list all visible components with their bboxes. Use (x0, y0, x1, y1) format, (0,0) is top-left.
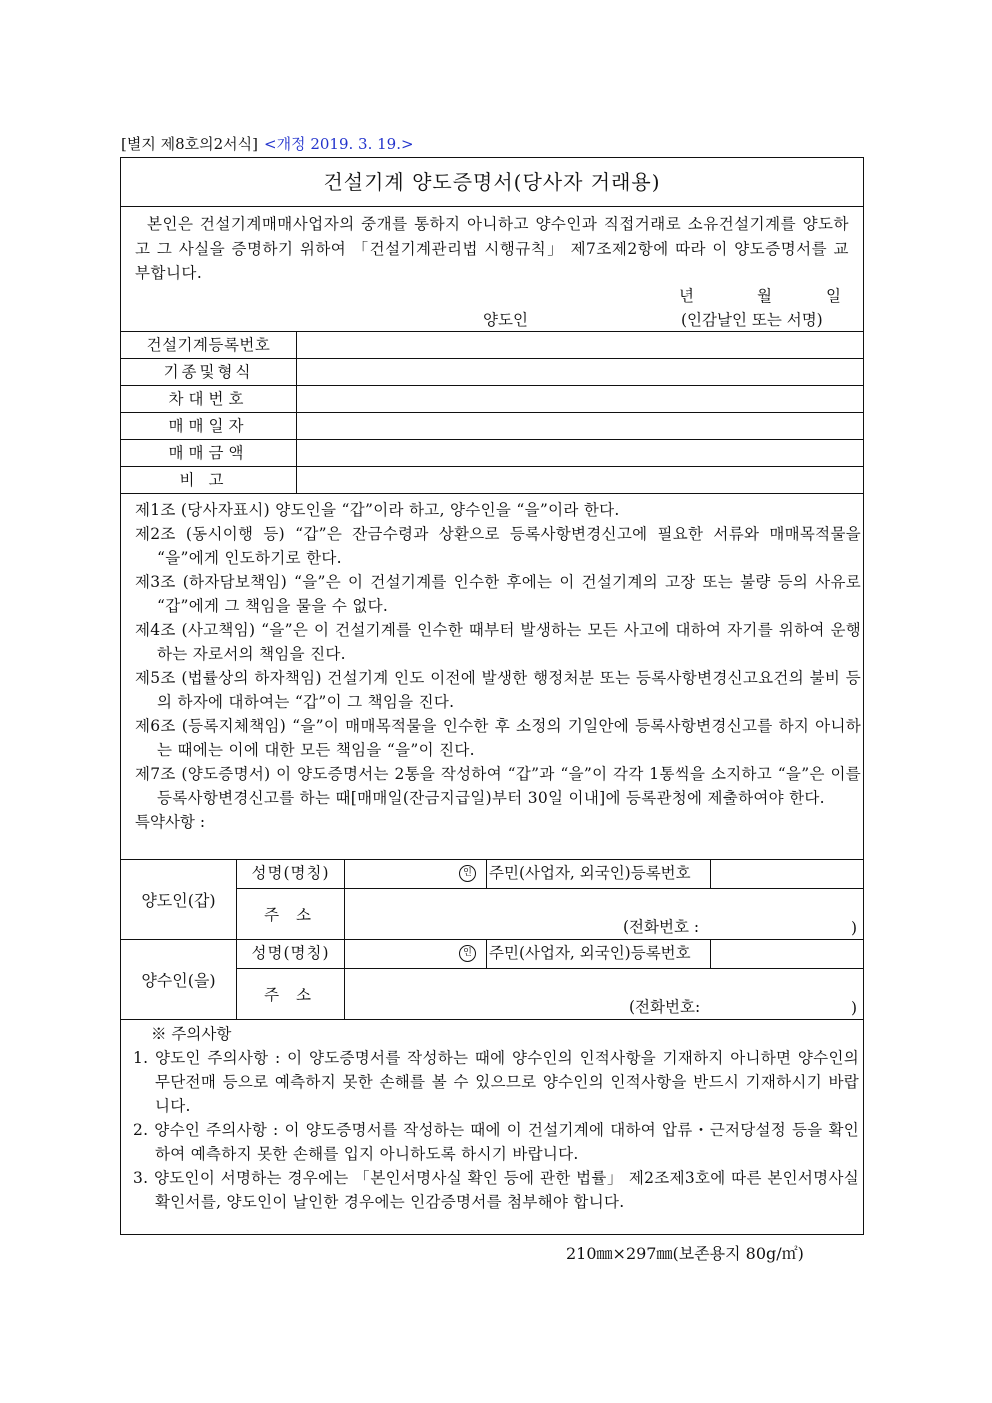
field-row-model (121, 359, 863, 386)
buyer-address-field[interactable] (345, 968, 863, 1019)
field-label: 차대번호 (121, 386, 297, 412)
seller-address-row (237, 888, 863, 939)
field-label: 비고 (121, 467, 297, 493)
intro-statement: 본인은 건설기계매매사업자의 중개를 통하지 아니하고 양수인과 직접거래로 소유건설기계를 양도하고 그 사실을 증명하기 위하여 「건설기계관리법 시행규칙」 제7조제2항에 따라 이 양도증명서를 교부합니다. (135, 215, 849, 282)
contract-clauses (135, 498, 861, 834)
sale-date-field[interactable] (297, 413, 863, 439)
seller-address-label: 주 소 (237, 888, 345, 939)
seller-address-field[interactable] (345, 888, 863, 939)
note-item: 1. 양도인 주의사항 : 이 양도증명서를 작성하는 때에 양수인의 인적사항을 기재하지 아니하면 양수인의 무단전매 등으로 예측하지 못한 손해를 볼 수 있으므로 양수인의 인적사항을 반드시 기재하시기 바랍니다. (133, 1049, 859, 1115)
field-row-chassis (121, 386, 863, 413)
field-label: 매매일자 (121, 413, 297, 439)
signature-label: 양도인 (483, 311, 528, 329)
seller-phone-label: (전화번호 : (623, 918, 700, 936)
form-number: [별지 제8호의2서식] (121, 135, 258, 153)
buyer-name-row (237, 940, 863, 969)
field-label: 건설기계등록번호 (121, 332, 297, 358)
note-item: 2. 양수인 주의사항 : 이 양도증명서를 작성하는 때에 이 건설기계에 대하여 압류・근저당설정 등을 확인하여 예측하지 못한 손해를 입지 아니하도록 하시기 바랍니다. (133, 1121, 859, 1163)
seller-section (121, 859, 863, 939)
seal-icon: 인 (459, 945, 476, 962)
buyer-phone-close: ) (850, 999, 857, 1017)
seller-label: 양도인(갑) (121, 860, 237, 939)
buyer-id-label: 주민(사업자, 외국인)등록번호 (487, 940, 711, 968)
clause-1: 제1조 (당사자표시) 양도인을 “갑”이라 하고, 양수인을 “을”이라 한다. (135, 501, 620, 519)
buyer-label: 양수인(을) (121, 940, 237, 1019)
field-row-registration (121, 332, 863, 359)
special-terms-label: 특약사항 : (135, 813, 206, 831)
chassis-number-field[interactable] (297, 386, 863, 412)
note-item: 3. 양도인이 서명하는 경우에는 「본인서명사실 확인 등에 관한 법률」 제2조제3호에 따른 본인서명사실확인서를, 양도인이 날인한 경우에는 인감증명서를 첨부해야 합니다. (133, 1169, 859, 1211)
signature-note: (인감날인 또는 서명) (681, 311, 823, 329)
date-month: 월 (757, 287, 772, 305)
sale-amount-field[interactable] (297, 440, 863, 466)
clause-7: 제7조 (양도증명서) 이 양도증명서는 2통을 작성하여 “갑”과 “을”이 각각 1통씩을 소지하고 “을”은 이를 등록사항변경신고를 하는 때[매매일(잔금지급일)부터 30일 이내]에 등록관청에 제출하여야 한다. (135, 765, 861, 807)
clause-3: 제3조 (하자담보책임) “을”은 이 건설기계를 인수한 후에는 이 건설기계의 고장 또는 불량 등의 사유로 “갑”에게 그 책임을 물을 수 없다. (135, 573, 861, 615)
paper-spec-footer: 210㎜×297㎜(보존용지 80g/㎡) (566, 1244, 804, 1263)
date-line (121, 284, 863, 306)
notes-section (121, 1019, 863, 1234)
notes-body (133, 1022, 859, 1214)
field-row-sale-amount (121, 440, 863, 467)
clause-5: 제5조 (법률상의 하자책임) 건설기계 인도 이전에 발생한 행정처분 또는 등록사항변경신고요건의 불비 등의 하자에 대하여는 “갑”이 그 책임을 진다. (135, 669, 861, 711)
remarks-field[interactable] (297, 467, 863, 493)
seller-id-label: 주민(사업자, 외국인)등록번호 (487, 860, 711, 888)
seller-id-field[interactable] (711, 860, 863, 888)
seller-phone-close: ) (850, 919, 857, 937)
buyer-name-label: 성명(명칭) (237, 940, 345, 968)
buyer-address-label: 주 소 (237, 968, 345, 1019)
field-row-sale-date (121, 413, 863, 440)
buyer-phone-label: (전화번호: (629, 998, 701, 1016)
notes-title: ※ 주의사항 (151, 1025, 232, 1043)
seal-icon: 인 (459, 865, 476, 882)
transfer-certificate-form (120, 157, 864, 1235)
field-label: 매매금액 (121, 440, 297, 466)
form-header (121, 133, 414, 154)
signature-line (121, 308, 863, 330)
date-year: 년 (679, 287, 694, 305)
buyer-section (121, 939, 863, 1019)
revision-date: <개정 2019. 3. 19.> (264, 135, 414, 153)
buyer-address-row (237, 968, 863, 1019)
field-row-remarks (121, 467, 863, 494)
date-day: 일 (826, 287, 841, 305)
clause-4: 제4조 (사고책임) “을”은 이 건설기계를 인수한 때부터 발생하는 모든 사고에 대하여 자기를 위하여 운행하는 자로서의 책임을 진다. (135, 621, 861, 663)
machine-info-table (121, 331, 863, 494)
seller-name-field[interactable] (345, 860, 487, 888)
clause-6: 제6조 (등록지체책임) “을”이 매매목적물을 인수한 후 소정의 기일안에 등록사항변경신고를 하지 아니하는 때에는 이에 대한 모든 책임을 “을”이 진다. (135, 717, 861, 759)
seller-name-label: 성명(명칭) (237, 860, 345, 888)
seller-name-row (237, 860, 863, 889)
field-label: 기종및형식 (121, 359, 297, 385)
form-title: 건설기계 양도증명서(당사자 거래용) (121, 158, 863, 207)
model-type-field[interactable] (297, 359, 863, 385)
buyer-name-field[interactable] (345, 940, 487, 968)
clause-2: 제2조 (동시이행 등) “갑”은 잔금수령과 상환으로 등록사항변경신고에 필요한 서류와 매매목적물을 “을”에게 인도하기로 한다. (135, 525, 861, 567)
buyer-id-field[interactable] (711, 940, 863, 968)
registration-number-field[interactable] (297, 332, 863, 358)
